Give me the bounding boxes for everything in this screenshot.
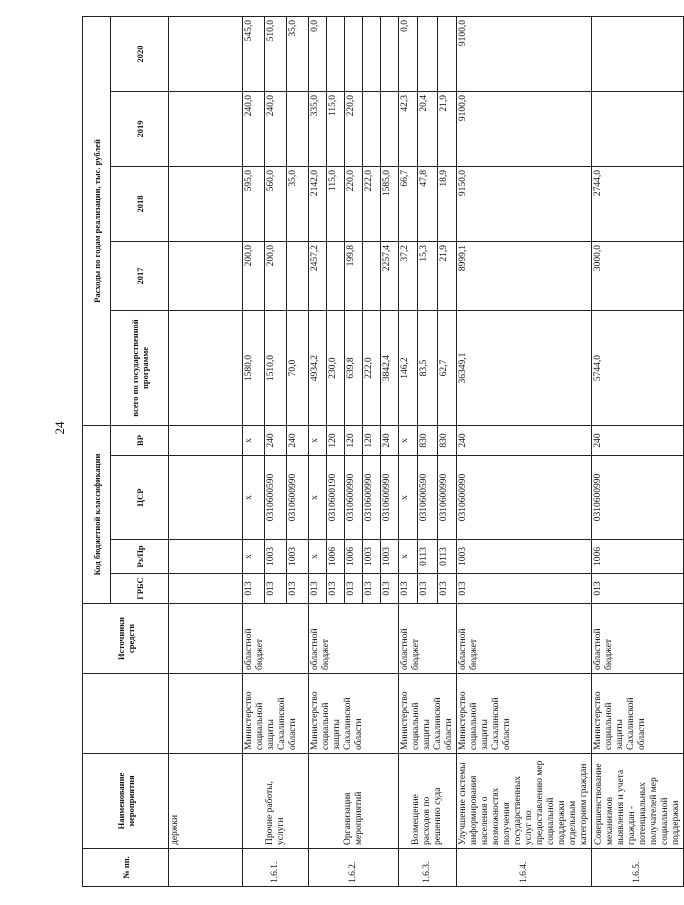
cell-vr: 240 (265, 426, 287, 456)
cell-y2020 (437, 16, 456, 91)
cell-y2017 (363, 242, 381, 311)
row-executor: Министерство социальной защиты Сахалинской области (592, 674, 684, 754)
cell-rzpr: х (399, 540, 418, 574)
cell-y2019: 9100,0 (457, 92, 592, 167)
cell-y2018: 2744,0 (592, 167, 684, 242)
cell-y2019: 220,0 (345, 92, 363, 167)
row-num: 1.6.4. (457, 849, 592, 887)
cell-y2018: 1585,0 (381, 167, 399, 242)
cell-y2019: 240,0 (243, 92, 265, 167)
cell-csr: х (399, 456, 418, 540)
header-2017: 2017 (111, 242, 169, 311)
cell-y2020 (327, 16, 345, 91)
cell-y2020: 0,0 (399, 16, 418, 91)
row-num: 1.6.5. (592, 849, 684, 887)
cell-y2017 (327, 242, 345, 311)
cell-vr: 240 (287, 426, 309, 456)
cell-grbs: 013 (457, 574, 592, 604)
cell-total: 230,0 (327, 311, 345, 426)
cell-y2020: 510,0 (265, 16, 287, 91)
cell-rzpr: 1003 (381, 540, 399, 574)
row-source: областной бюджет (457, 604, 592, 674)
cell-y2019 (363, 92, 381, 167)
cell-grbs: 013 (265, 574, 287, 604)
cell-total: 70,0 (287, 311, 309, 426)
header-rzpr: Рз/Пр (111, 540, 169, 574)
cell-y2020 (592, 16, 684, 91)
cell-grbs: 013 (243, 574, 265, 604)
cell-y2018: 35,0 (287, 167, 309, 242)
header-source: Источники средств (83, 604, 169, 674)
row-num: 1.6.2. (309, 849, 399, 887)
cell-vr: х (243, 426, 265, 456)
cell-y2020 (363, 16, 381, 91)
cell-csr: х (309, 456, 327, 540)
cell-vr: 120 (345, 426, 363, 456)
cell-y2017: 200,0 (243, 242, 265, 311)
cell-y2020: 0,0 (309, 16, 327, 91)
cell-total: 222,0 (363, 311, 381, 426)
cell-y2020 (381, 16, 399, 91)
cell-grbs: 013 (345, 574, 363, 604)
cell-rzpr: 1003 (363, 540, 381, 574)
row-source: областной бюджет (309, 604, 399, 674)
cell-grbs: 013 (381, 574, 399, 604)
cell-vr: 240 (457, 426, 592, 456)
row-source: областной бюджет (399, 604, 457, 674)
cell-vr: 830 (418, 426, 437, 456)
header-total: всего по государственной программе (111, 311, 169, 426)
header-executor (83, 674, 169, 754)
row-name: Прочие работы, услуги (243, 754, 309, 849)
cell-vr: х (309, 426, 327, 456)
cell-csr: 0310600990 (381, 456, 399, 540)
cell-rzpr: 0113 (418, 540, 437, 574)
cell-y2018: 222,0 (363, 167, 381, 242)
cell-y2019: 115,0 (327, 92, 345, 167)
row-executor: Министерство социальной защиты Сахалинской области (399, 674, 457, 754)
cell-csr: 0310600990 (345, 456, 363, 540)
cell-rzpr: 1003 (265, 540, 287, 574)
cell-y2018: 47,8 (418, 167, 437, 242)
cell-y2020: 545,0 (243, 16, 265, 91)
cell-y2018: 560,0 (265, 167, 287, 242)
cell-y2020 (418, 16, 437, 91)
cell-rzpr: х (309, 540, 327, 574)
row-name: Организация мероприятий (309, 754, 399, 849)
cell-y2018: 2142,0 (309, 167, 327, 242)
cell-y2019 (592, 92, 684, 167)
cell-y2018: 220,0 (345, 167, 363, 242)
cell-total: 5744,0 (592, 311, 684, 426)
cell-y2017: 21,9 (437, 242, 456, 311)
cell-y2019: 20,4 (418, 92, 437, 167)
header-budget-class: Код бюджетной классификации (83, 426, 111, 604)
cell-y2017: 2257,4 (381, 242, 399, 311)
cell-y2019: 240,0 (265, 92, 287, 167)
cell-vr: 120 (327, 426, 345, 456)
cell-csr: 0310600990 (457, 456, 592, 540)
cell-csr: х (243, 456, 265, 540)
row-name-continued: держки (169, 754, 243, 849)
cell-total: 1580,0 (243, 311, 265, 426)
cell-y2018: 9150,0 (457, 167, 592, 242)
cell-y2019: 42,3 (399, 92, 418, 167)
cell-y2018: 595,0 (243, 167, 265, 242)
cell-total: 146,2 (399, 311, 418, 426)
cell-y2020: 9100,0 (457, 16, 592, 91)
cell-y2018: 115,0 (327, 167, 345, 242)
cell-rzpr: 1006 (592, 540, 684, 574)
row-executor: Министерство социальной защиты Сахалинской области (243, 674, 309, 754)
cell-y2019 (381, 92, 399, 167)
header-grbs: ГРБС (111, 574, 169, 604)
header-2018: 2018 (111, 167, 169, 242)
row-num: 1.6.3. (399, 849, 457, 887)
cell-y2020 (345, 16, 363, 91)
cell-grbs: 013 (287, 574, 309, 604)
header-2020: 2020 (111, 16, 169, 91)
cell-rzpr: 1003 (287, 540, 309, 574)
table-row (592, 16, 684, 886)
cell-y2018: 66,7 (399, 167, 418, 242)
cell-y2017: 15,3 (418, 242, 437, 311)
table-row (243, 16, 265, 886)
cell-grbs: 013 (418, 574, 437, 604)
cell-y2017: 3000,0 (592, 242, 684, 311)
header-csr: ЦСР (111, 456, 169, 540)
cell-csr: 0310600190 (327, 456, 345, 540)
cell-csr: 0310600990 (287, 456, 309, 540)
row-source: областной бюджет (592, 604, 684, 674)
cell-rzpr: 1006 (345, 540, 363, 574)
cell-rzpr: х (243, 540, 265, 574)
cell-grbs: 013 (592, 574, 684, 604)
table-row (309, 16, 327, 886)
cell-grbs: 013 (309, 574, 327, 604)
cell-total: 1510,0 (265, 311, 287, 426)
cell-csr: 0310600990 (592, 456, 684, 540)
cell-vr: 240 (592, 426, 684, 456)
cell-y2017 (287, 242, 309, 311)
cell-y2017: 199,8 (345, 242, 363, 311)
row-executor: Министерство социальной защиты Сахалинской области (457, 674, 592, 754)
cell-grbs: 013 (327, 574, 345, 604)
table-row (457, 16, 592, 886)
cell-rzpr: 1006 (327, 540, 345, 574)
row-name: Совершенствование механизмов выявления и учета граждан - потенциальных получателей мер социальной поддержки (592, 754, 684, 849)
cell-y2017: 8999,1 (457, 242, 592, 311)
cell-grbs: 013 (399, 574, 418, 604)
header-by-year: Расходы по годам реализации, тыс. рублей (83, 16, 111, 425)
cell-total: 83,5 (418, 311, 437, 426)
cell-grbs: 013 (363, 574, 381, 604)
cell-y2020: 35,0 (287, 16, 309, 91)
cell-total: 36349,1 (457, 311, 592, 426)
cell-y2019 (287, 92, 309, 167)
cell-y2019: 21,9 (437, 92, 456, 167)
cell-vr: х (399, 426, 418, 456)
header-vr: ВР (111, 426, 169, 456)
rotated-page (82, 17, 681, 887)
row-num: 1.6.1. (243, 849, 309, 887)
cell-rzpr: 0113 (437, 540, 456, 574)
cell-y2019: 335,0 (309, 92, 327, 167)
cell-vr: 120 (363, 426, 381, 456)
cell-total: 639,8 (345, 311, 363, 426)
cell-csr: 0310600990 (363, 456, 381, 540)
cell-total: 3842,4 (381, 311, 399, 426)
cell-vr: 830 (437, 426, 456, 456)
cell-csr: 0310600590 (265, 456, 287, 540)
table-row-top (169, 16, 243, 886)
cell-vr: 240 (381, 426, 399, 456)
cell-y2017: 2457,2 (309, 242, 327, 311)
cell-total: 4934,2 (309, 311, 327, 426)
header-num: № пп. (83, 849, 169, 887)
cell-rzpr: 1003 (457, 540, 592, 574)
header-2019: 2019 (111, 92, 169, 167)
cell-y2018: 18,9 (437, 167, 456, 242)
cell-csr: 0310600590 (418, 456, 437, 540)
row-name: Улучшение системы информирования населения о возможностях получения государственных услуг по предоставлению мер социальной поддержки отдельным категориям граждан (457, 754, 592, 849)
cell-y2017: 200,0 (265, 242, 287, 311)
page-number: 24 (52, 421, 67, 435)
row-name: Возмещение расходов по решению суда (399, 754, 457, 849)
cell-y2017: 37,2 (399, 242, 418, 311)
cell-csr: 0310600990 (437, 456, 456, 540)
row-source: областной бюджет (243, 604, 309, 674)
table-row (399, 16, 418, 886)
cell-grbs: 013 (437, 574, 456, 604)
row-executor: Министерство социальной защиты Сахалинской области (309, 674, 399, 754)
budget-table (82, 16, 684, 887)
cell-total: 62,7 (437, 311, 456, 426)
header-name: Наименование мероприятия (83, 754, 169, 849)
